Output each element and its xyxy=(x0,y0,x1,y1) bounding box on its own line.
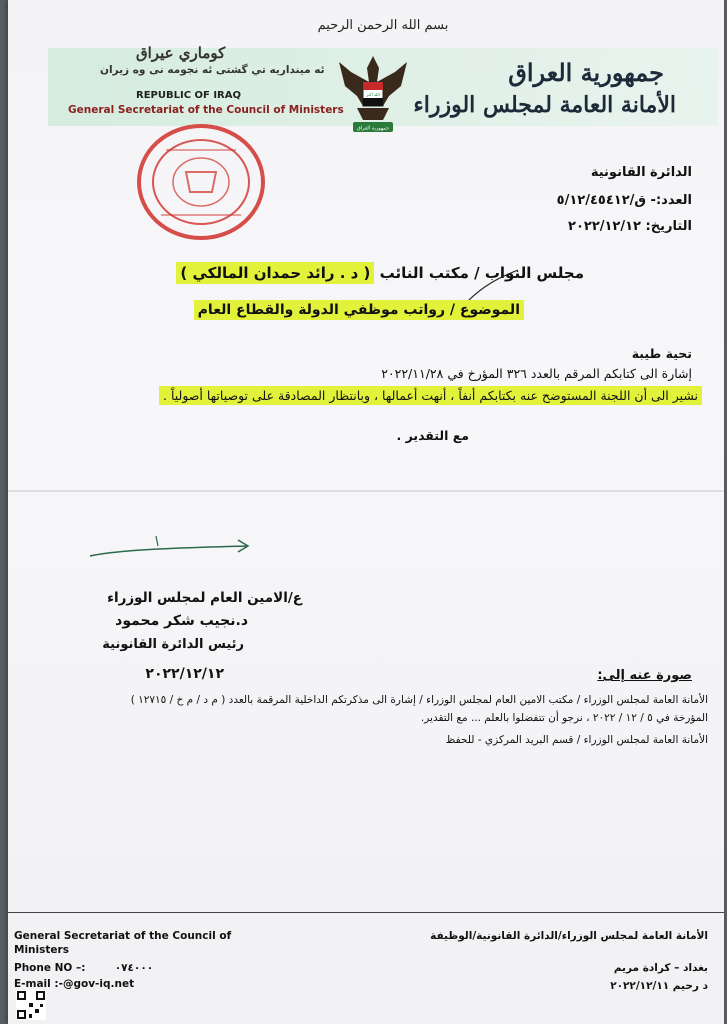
signature-mark-icon xyxy=(88,528,253,570)
header-english-country: REPUBLIC OF IRAQ xyxy=(136,90,241,101)
footer-ar-line2: بغداد – كرادة مريم xyxy=(613,962,708,974)
footer-en-line1: General Secretariat of the Council of xyxy=(14,930,232,942)
footer-ar-line1: الأمانة العامة لمجلس الوزراء/الدائرة القانونية/الوظيفة xyxy=(430,930,708,942)
footer-email: E-mail :-@gov-iq.net xyxy=(14,978,135,990)
emblem-banner: جمهورية العراق xyxy=(356,125,390,132)
subject-line: الموضوع / رواتب موظفي الدولة والقطاع العام xyxy=(194,302,524,318)
date-line xyxy=(568,219,692,234)
official-seal-icon xyxy=(126,120,276,250)
greeting: تحية طيبة xyxy=(631,346,692,361)
paper-fold xyxy=(8,490,724,492)
bismillah: بسم الله الرحمن الرحيم xyxy=(317,18,449,33)
copies-line-2: المؤرخة في ٥ / ١٢ / ٢٠٢٢ ، نرجو أن تتفضلوا بالعلم ... مع التقدير. xyxy=(420,712,708,724)
header-arabic-secretariat: الأمانة العامة لمجلس الوزراء xyxy=(413,92,676,118)
iraq-emblem-icon xyxy=(333,48,413,148)
header-kurdish-secretariat: ئه مينداريه تي گشتى ئه نجومه نى وه زيران xyxy=(100,64,325,76)
date-value: ٢٠٢٢/١٢/١٢ xyxy=(568,219,641,234)
body-line-2: نشير الى أن اللجنة المستوضح عنه بكتابكم أنفاً ، أنهت أعمالها ، وبانتظار المصادقة على توصياتها أصولياً . xyxy=(159,388,702,403)
copies-line-1: الأمانة العامة لمجلس الوزراء / مكتب الامين العام لمجلس الوزراء / إشارة الى مذكرتكم الداخلية المرقمة بالعدد ( م د / م خ / ١٢٧١٥ ) xyxy=(130,694,708,706)
qr-code-icon xyxy=(16,990,46,1020)
number-label: العدد:- xyxy=(650,193,692,208)
closing: مع التقدير . xyxy=(396,428,469,443)
department-label: الدائرة القانونية xyxy=(590,165,692,180)
signer-title: ع/الامين العام لمجلس الوزراء xyxy=(107,590,302,606)
signature-date: ٢٠٢٢/١٢/١٢ xyxy=(145,666,224,682)
addressee-name: ( د . رائد حمدان المالكي ) xyxy=(176,262,374,284)
header-english-secretariat: General Secretariat of the Council of Ministers xyxy=(68,104,344,116)
footer-en-line2: Ministers xyxy=(14,944,69,956)
svg-text:الله أكبر: الله أكبر xyxy=(366,92,380,97)
copies-line-3: الأمانة العامة لمجلس الوزراء / قسم البريد المركزي - للحفظ xyxy=(445,734,708,746)
signer-name: د.نجيب شكر محمود xyxy=(115,613,248,629)
header-arabic-country: جمهورية العراق xyxy=(508,58,664,87)
document-page xyxy=(8,0,724,1024)
footer-divider xyxy=(8,912,724,913)
footer-phone: Phone NO –: ٠٧٤٠٠٠ xyxy=(14,962,154,974)
footer-ar-line3: د رحيم ٢٠٢٢/١٢/١١ xyxy=(610,980,708,992)
copies-title: صورة عنه إلى: xyxy=(597,668,692,683)
header-kurdish-country: كوماري عيراق xyxy=(136,44,226,62)
date-label: التاريخ: xyxy=(645,219,692,234)
addressee-prefix: مجلس النواب / مكتب النائب xyxy=(379,264,584,282)
body-line-1: إشارة الى كتابكم المرقم بالعدد ٣٢٦ المؤرخ في ٢٠٢٢/١١/٢٨ xyxy=(381,366,692,381)
signer-position: رئيس الدائرة القانونية xyxy=(102,637,244,652)
number-line xyxy=(557,193,692,208)
number-value: ق/٥/١٢/٤٥٤١٢ xyxy=(556,193,647,208)
